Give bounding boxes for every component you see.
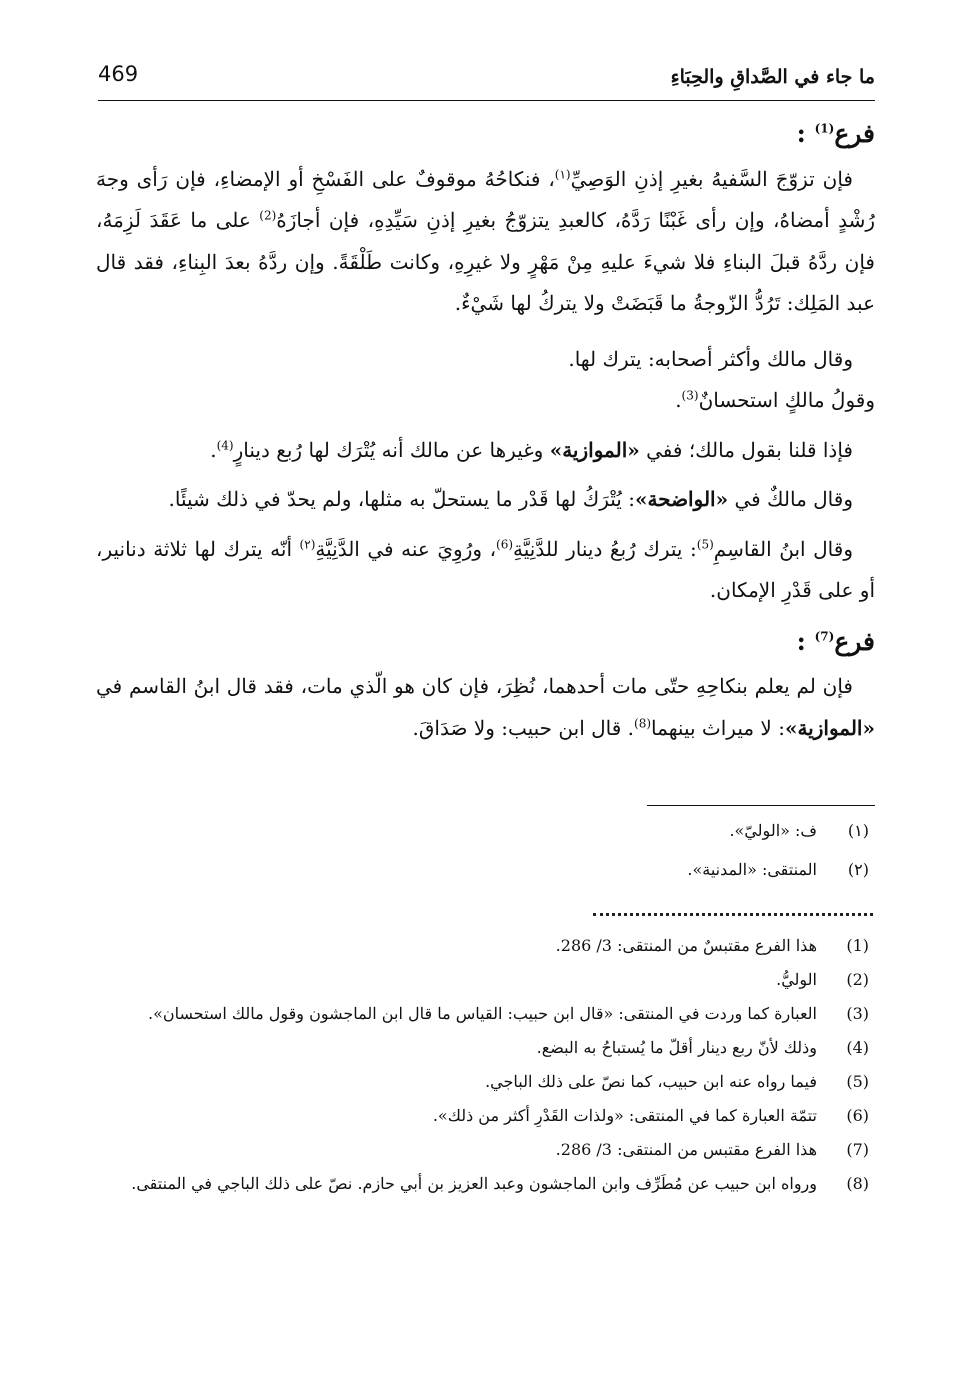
paragraph <box>96 479 875 521</box>
footnote-text: المنتقى: «المدنية». <box>687 860 817 879</box>
paragraph-text: : يترك رُبعُ دينار للدَّنِيَّةِ <box>513 536 697 561</box>
footnote-text: وذلك لأنّ ربع دينار أقلّ ما يُستباحُ به البضع. <box>536 1038 817 1057</box>
paragraph-text: على ما عَقَدَ لَزِمَهُ، فإن ردَّهُ قبلَ البناءِ فلا شيءَ عليهِ مِنْ مَهْرٍ ولا غيرِهِ، وكانت طَلْقَةً. وإن ردَّهُ بعدَ البِناءِ، فقد قال عبد المَلِك: تَرُدُّ الزّوجةُ ما قَبَضَتْ ولا يتركُ لها شَيْءٌ. <box>96 208 875 315</box>
footnote-marker: (3) <box>681 388 699 403</box>
paragraph-text: فإن لم يعلم بنكاحِهِ حتّى مات أحدهما، نُظِرَ، فإن كان هو الّذي مات، فقد قال ابنُ القاسم في <box>96 674 853 698</box>
paragraph-text: : يُتْرَكُ لها قَدْر ما يستحلّ به مثلها، ولم يحدّ في ذلك شيئًا. <box>168 487 635 511</box>
section-heading <box>96 626 875 659</box>
heading-colon: : <box>796 119 806 148</box>
footnote-marker: (1) <box>814 121 835 136</box>
paragraph-text: فإن تزوّجَ السَّفيهُ بغيرِ إذنِ الوَصِيِّ <box>570 166 853 191</box>
footnote <box>96 969 869 991</box>
footnote <box>96 1003 869 1025</box>
footnote <box>96 820 869 842</box>
paragraph-text: . <box>675 388 682 412</box>
paragraph <box>96 159 875 325</box>
footnote-number: (٢) <box>847 860 869 879</box>
footnote-text: العبارة كما وردت في المنتقى: «قال ابن حبيب: القياس ما قال ابن الماجشون وقول مالك استحسان». <box>147 1004 817 1023</box>
editor-footnotes <box>96 820 869 898</box>
footnote-marker: (7) <box>814 629 835 644</box>
footnote-number: (6) <box>846 1106 869 1125</box>
book-reference: «الموازية» <box>784 715 875 740</box>
paragraph-text: وقال مالك وأكثر أصحابه: يترك لها. <box>568 346 853 371</box>
footnote-marker: (8) <box>634 715 652 730</box>
paragraph-text: . قال ابن حبيب: ولا صَدَاقَ. <box>412 715 635 740</box>
paragraph-text: وقال مالكٌ في <box>728 487 853 511</box>
footnote <box>96 935 869 957</box>
footnote-text: هذا الفرع مقتبس من المنتقى: 3/ 286. <box>555 1140 817 1159</box>
footnote-marker: (2) <box>259 208 277 223</box>
footnote <box>96 1173 869 1195</box>
footnote <box>96 1139 869 1161</box>
footnote-number: (1) <box>846 936 869 955</box>
footnote-number: (4) <box>846 1038 869 1057</box>
footnote-number: (7) <box>846 1140 869 1159</box>
header-rule <box>98 100 875 101</box>
footnote-marker: (١) <box>554 166 571 181</box>
footnote-text: الوليُّ. <box>776 970 817 989</box>
page-header <box>98 62 875 102</box>
paragraph-text: . <box>210 437 217 462</box>
section-heading <box>96 118 875 151</box>
paragraph-text: وقال ابنُ القاسِمِ <box>713 536 853 561</box>
book-reference: «الواضحة» <box>634 487 729 511</box>
heading-label: فرع <box>834 119 875 148</box>
paragraph-text: وقولُ مالكٍ استحسانٌ <box>698 388 875 412</box>
footnote-number: (3) <box>846 1004 869 1023</box>
footnote <box>96 1105 869 1127</box>
main-text <box>96 118 875 763</box>
heading-colon: : <box>796 626 806 656</box>
book-reference: «الموازية» <box>549 437 640 462</box>
paragraph-text: وغيرها عن مالك أنه يُتْرَك لها رُبع دينارٍ <box>233 437 550 462</box>
paragraph <box>96 339 875 422</box>
footnote-marker: (٢) <box>299 536 316 551</box>
footnote-number: (8) <box>846 1174 869 1193</box>
footnote <box>96 859 869 881</box>
footnote-text: هذا الفرع مقتبسٌ من المنتقى: 3/ 286. <box>555 936 817 955</box>
paragraph-text: أنّه يترك لها ثلاثة دنانير، أو على قَدْرِ الإمكان. <box>96 536 875 602</box>
author-footnotes <box>96 935 869 1207</box>
footnote-separator <box>647 805 875 806</box>
page-number: 469 <box>98 62 139 86</box>
footnote-number: (2) <box>846 970 869 989</box>
paragraph-text: ، فنكاحُهُ موقوفٌ على الفَسْخِ أو الإمضاءِ، فإن رَأى وجهَ رُشْدٍ أمضاهُ، وإن رأى غَبْنًا رَدَّهُ، كالعبدِ يتزوّجُ بغيرِ إذنِ سَيِّدِهِ، فإن أجازَهُ <box>96 166 876 232</box>
footnote-marker: (5) <box>696 536 714 551</box>
footnote <box>96 1071 869 1093</box>
paragraph-text: فإذا قلنا بقول مالك؛ ففي <box>639 437 853 462</box>
paragraph-text: ، ورُوِيَ عنه في الدَّنِيَّةِ <box>315 536 497 561</box>
footnote-number: (5) <box>846 1072 869 1091</box>
footnote-text: تتمّة العبارة كما في المنتقى: «ولذات القَدْرِ أكثر من ذلك». <box>432 1106 817 1125</box>
paragraph-text: : لا ميراث بينهما <box>651 715 785 740</box>
footnote-number: (١) <box>847 821 869 840</box>
footnote-marker: (4) <box>216 437 234 452</box>
paragraph <box>96 430 875 472</box>
dotted-separator <box>593 913 873 916</box>
footnote-text: ف: «الوليّ». <box>729 821 817 840</box>
paragraph <box>96 529 875 612</box>
paragraph <box>96 666 875 749</box>
running-title: ما جاء في الصَّداقِ والحِبَاءِ <box>670 66 875 88</box>
heading-label: فرع <box>834 626 875 656</box>
footnote-text: ورواه ابن حبيب عن مُطَرِّف وابن الماجشون وعبد العزيز بن أبي حازم. نصّ على ذلك الباجي في المنتقى. <box>131 1174 817 1193</box>
footnote-text: فيما رواه عنه ابن حبيب، كما نصّ على ذلك الباجي. <box>485 1072 817 1091</box>
footnote <box>96 1037 869 1059</box>
footnote-marker: (6) <box>496 536 514 551</box>
